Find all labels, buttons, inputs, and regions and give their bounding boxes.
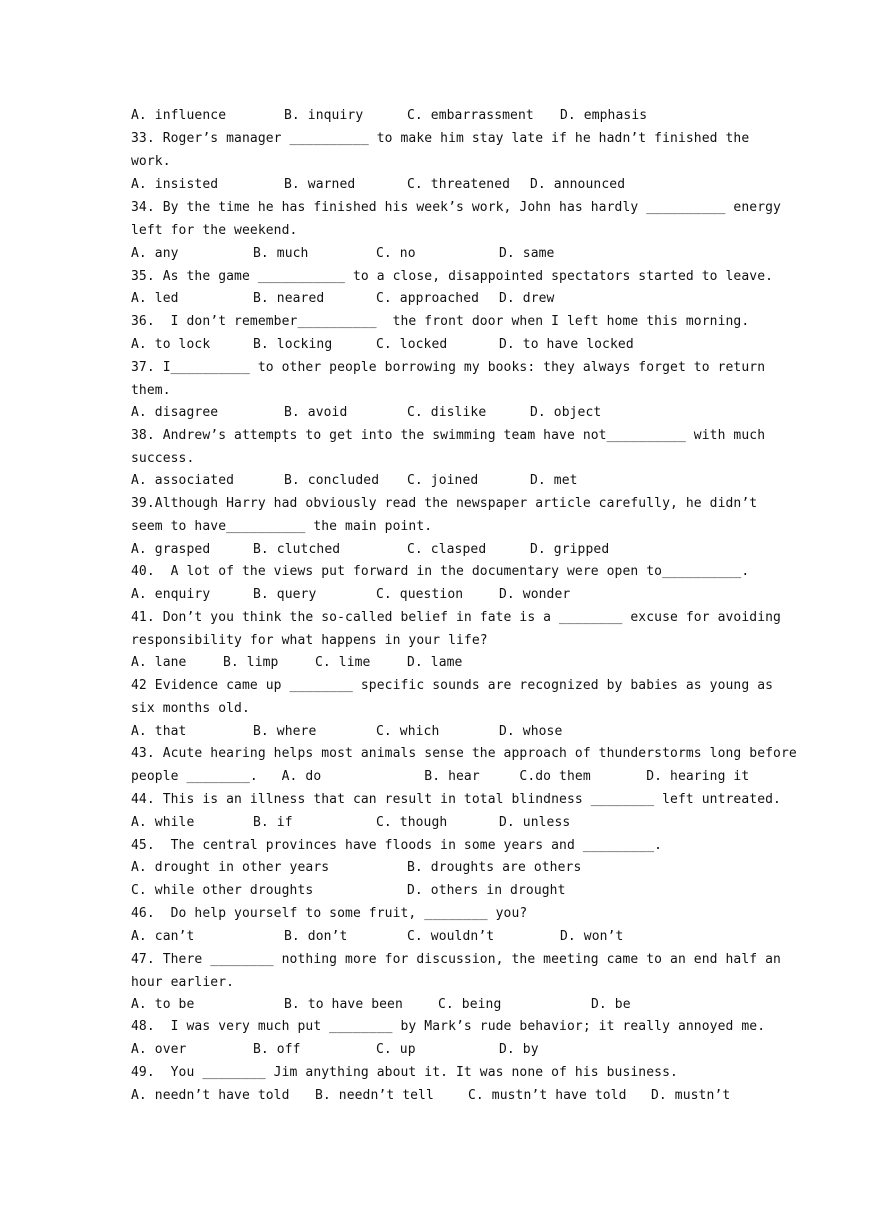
answer-option: B. warned	[284, 177, 356, 192]
answer-option: B. limp	[223, 655, 279, 670]
question-line: 36. I don’t remember__________ the front door when I left home this morning.	[131, 314, 750, 329]
question-line: left for the weekend.	[131, 223, 298, 238]
answer-option: A. lane	[131, 655, 187, 670]
question-line: 41. Don’t you think the so-called belief in fate is a ________ excuse for avoiding	[131, 610, 781, 625]
answer-option: D. announced	[530, 177, 626, 192]
answer-option: A. to be	[131, 997, 195, 1012]
answer-option: A. over	[131, 1042, 187, 1057]
question-line: 43. Acute hearing helps most animals sense the approach of thunderstorms long before	[131, 746, 797, 761]
question-line: responsibility for what happens in your life?	[131, 633, 488, 648]
answer-option: C. which	[376, 724, 440, 739]
answer-option: D. gripped	[530, 542, 610, 557]
answer-option: B. clutched	[253, 542, 341, 557]
question-line: 48. I was very much put ________ by Mark’s rude behavior; it really annoyed me.	[131, 1019, 766, 1034]
question-line: 46. Do help yourself to some fruit, ________ you?	[131, 906, 528, 921]
answer-option: D. same	[499, 246, 555, 261]
answer-option: A. to lock	[131, 337, 211, 352]
answer-option: C. threatened	[407, 177, 511, 192]
answer-option: D. met	[530, 473, 578, 488]
answer-option: A. led	[131, 291, 179, 306]
answer-option: A. influence	[131, 108, 227, 123]
answer-option: A. that	[131, 724, 187, 739]
answer-option: A. grasped	[131, 542, 211, 557]
answer-option: C. wouldn’t	[407, 929, 495, 944]
question-line: work.	[131, 154, 171, 169]
answer-option: D. emphasis	[560, 108, 648, 123]
answer-option: C. while other droughts	[131, 883, 314, 898]
answer-option: A. can’t	[131, 929, 195, 944]
question-line: 44. This is an illness that can result in total blindness ________ left untreated.	[131, 792, 781, 807]
answer-option: D. unless	[499, 815, 571, 830]
answer-option: A. enquiry	[131, 587, 211, 602]
answer-option: B. where	[253, 724, 317, 739]
question-line: 33. Roger’s manager __________ to make him stay late if he hadn’t finished the	[131, 131, 750, 146]
answer-option: D. object	[530, 405, 602, 420]
answer-option: C. no	[376, 246, 416, 261]
answer-option: D. be	[591, 997, 631, 1012]
answer-option: C. mustn’t have told	[468, 1088, 627, 1103]
answer-option: A. insisted	[131, 177, 219, 192]
answer-option: B. much	[253, 246, 309, 261]
answer-option: B. avoid	[284, 405, 348, 420]
question-line: people ________. A. do B. hear C.do them D. hearing it	[131, 769, 750, 784]
answer-option: C. joined	[407, 473, 479, 488]
answer-option: A. drought in other years	[131, 860, 330, 875]
answer-option: D. lame	[407, 655, 463, 670]
answer-option: B. inquiry	[284, 108, 364, 123]
answer-option: A. disagree	[131, 405, 219, 420]
answer-option: C. dislike	[407, 405, 487, 420]
answer-option: D. by	[499, 1042, 539, 1057]
answer-option: B. neared	[253, 291, 325, 306]
answer-option: D. won’t	[560, 929, 624, 944]
question-line: 39.Although Harry had obviously read the newspaper article carefully, he didn’t	[131, 496, 758, 511]
answer-option: A. any	[131, 246, 179, 261]
answer-option: D. wonder	[499, 587, 571, 602]
answer-option: D. mustn’t	[651, 1088, 731, 1103]
answer-option: B. query	[253, 587, 317, 602]
answer-option: D. others in drought	[407, 883, 566, 898]
question-line: 35. As the game ___________ to a close, disappointed spectators started to leave.	[131, 269, 774, 284]
answer-option: C. embarrassment	[407, 108, 534, 123]
answer-option: A. associated	[131, 473, 235, 488]
question-line: 38. Andrew’s attempts to get into the swimming team have not__________ with much	[131, 428, 766, 443]
answer-option: C. clasped	[407, 542, 487, 557]
answer-option: C. though	[376, 815, 448, 830]
answer-option: D. to have locked	[499, 337, 634, 352]
question-line: 45. The central provinces have floods in some years and _________.	[131, 838, 663, 853]
answer-option: B. if	[253, 815, 293, 830]
question-line: 34. By the time he has finished his week’s work, John has hardly __________ energy	[131, 200, 781, 215]
answer-option: C. up	[376, 1042, 416, 1057]
question-line: seem to have__________ the main point.	[131, 519, 433, 534]
question-line: them.	[131, 383, 171, 398]
answer-option: B. to have been	[284, 997, 403, 1012]
answer-option: B. locking	[253, 337, 333, 352]
answer-option: C. lime	[315, 655, 371, 670]
answer-option: B. off	[253, 1042, 301, 1057]
answer-option: D. whose	[499, 724, 563, 739]
answer-option: A. while	[131, 815, 195, 830]
answer-option: D. drew	[499, 291, 555, 306]
question-line: 40. A lot of the views put forward in the documentary were open to__________.	[131, 564, 750, 579]
question-line: 42 Evidence came up ________ specific sounds are recognized by babies as young as	[131, 678, 774, 693]
answer-option: B. don’t	[284, 929, 348, 944]
question-line: six months old.	[131, 701, 250, 716]
answer-option: B. droughts are others	[407, 860, 582, 875]
question-line: hour earlier.	[131, 975, 235, 990]
question-line: success.	[131, 451, 195, 466]
answer-option: C. being	[438, 997, 502, 1012]
question-line: 47. There ________ nothing more for discussion, the meeting came to an end half an	[131, 952, 781, 967]
question-line: 49. You ________ Jim anything about it. It was none of his business.	[131, 1065, 678, 1080]
question-line: 37. I__________ to other people borrowing my books: they always forget to return	[131, 360, 766, 375]
answer-option: B. concluded	[284, 473, 380, 488]
answer-option: C. question	[376, 587, 464, 602]
answer-option: A. needn’t have told	[131, 1088, 290, 1103]
answer-option: B. needn’t tell	[315, 1088, 434, 1103]
answer-option: C. approached	[376, 291, 480, 306]
answer-option: C. locked	[376, 337, 448, 352]
